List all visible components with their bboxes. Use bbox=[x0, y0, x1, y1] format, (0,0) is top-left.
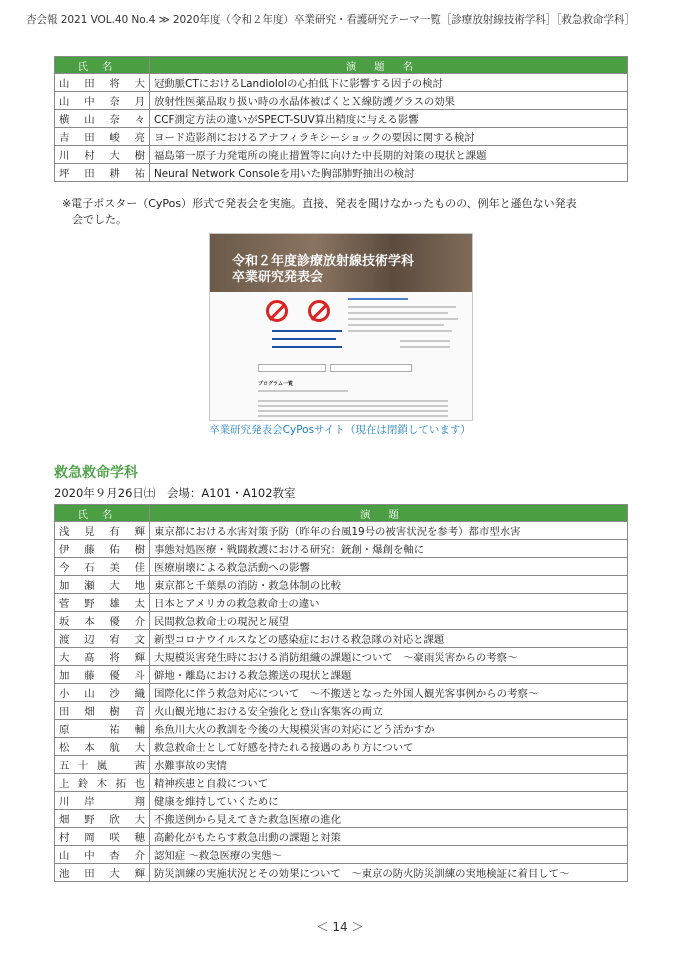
research-title: 医療崩壊による救急活動への影響 bbox=[150, 558, 628, 576]
research-title: 冠動脈CTにおけるLandiololの心拍低下に影響する因子の検討 bbox=[150, 74, 628, 92]
table-row bbox=[55, 702, 628, 720]
table-row bbox=[55, 666, 628, 684]
section-date-venue: 2020年９月26日㈯ 会場：A101・A102教室 bbox=[54, 486, 296, 500]
screenshot-list-line bbox=[258, 405, 448, 407]
screenshot-banner bbox=[210, 234, 472, 292]
student-name: 上鈴木拓也 bbox=[55, 774, 150, 792]
research-title: 防災訓練の実施状況とその効果について ～東京の防火防災訓練の実地検証に着目して～ bbox=[150, 864, 628, 882]
table-row bbox=[55, 774, 628, 792]
research-title: 糸魚川大火の教訓を今後の大規模災害の対応にどう活かすか bbox=[150, 720, 628, 738]
screenshot-text-line bbox=[258, 390, 348, 392]
table-row bbox=[55, 738, 628, 756]
screenshot-text-line bbox=[348, 330, 452, 332]
student-name: 川岸 翔 bbox=[55, 792, 150, 810]
table-row bbox=[55, 110, 628, 128]
screenshot-banner-subtitle: 卒業研究発表会 bbox=[232, 270, 324, 285]
student-name: 田畑樹音 bbox=[55, 702, 150, 720]
table-row bbox=[55, 720, 628, 738]
table-row bbox=[55, 74, 628, 92]
screenshot-text-line bbox=[348, 298, 408, 300]
table-row bbox=[55, 576, 628, 594]
screenshot-text-line bbox=[400, 346, 450, 348]
research-title: 日本とアメリカの救急救命士の違い bbox=[150, 594, 628, 612]
table-row bbox=[55, 756, 628, 774]
research-title: 火山観光地における安全強化と登山客集客の両立 bbox=[150, 702, 628, 720]
screenshot-text-line bbox=[348, 312, 448, 314]
screenshot-banner-title: 令和２年度診療放射線技術学科 bbox=[232, 254, 415, 269]
student-name: 加瀬大地 bbox=[55, 576, 150, 594]
no-camera-icon bbox=[266, 300, 288, 322]
research-title: 国際化に伴う救急対応について ～不搬送となった外国人観光客事例からの考察～ bbox=[150, 684, 628, 702]
table-row bbox=[55, 540, 628, 558]
student-name: 山中奈月 bbox=[55, 92, 150, 110]
table-row bbox=[55, 128, 628, 146]
research-title: 新型コロナウイルスなどの感染症における救急隊の対応と課題 bbox=[150, 630, 628, 648]
table-row bbox=[55, 630, 628, 648]
research-title: Neural Network Consoleを用いた胸部肺野抽出の検討 bbox=[150, 164, 628, 182]
student-name: 大髙将輝 bbox=[55, 648, 150, 666]
note-line-1: ※電子ポスター（CyPos）形式で発表会を実施。直接、発表を聞けなかったものの、例年と遜色ない発表 bbox=[62, 197, 577, 210]
table-row bbox=[55, 792, 628, 810]
table-row bbox=[55, 146, 628, 164]
research-title: 大規模災害発生時における消防組織の課題について ～豪雨災害からの考察～ bbox=[150, 648, 628, 666]
student-name: 吉田峻亮 bbox=[55, 128, 150, 146]
student-name: 浅見有輝 bbox=[55, 522, 150, 540]
student-name: 坂本優介 bbox=[55, 612, 150, 630]
screenshot-text-line bbox=[348, 306, 456, 308]
research-title: 東京都における水害対策予防（昨年の台風19号の被害状況を参考）都市型水害 bbox=[150, 522, 628, 540]
student-name: 畑野欣大 bbox=[55, 810, 150, 828]
research-title: 精神疾患と自殺について bbox=[150, 774, 628, 792]
research-title: 福島第一原子力発電所の廃止措置等に向けた中長期的対策の現状と課題 bbox=[150, 146, 628, 164]
student-name: 川村大樹 bbox=[55, 146, 150, 164]
student-name: 横山奈々 bbox=[55, 110, 150, 128]
radiology-research-table bbox=[54, 56, 628, 182]
research-title: 東京都と千葉県の消防・救急体制の比較 bbox=[150, 576, 628, 594]
table-row bbox=[55, 864, 628, 882]
column-header-title: 演題名 bbox=[150, 57, 628, 74]
screenshot-link-button bbox=[258, 364, 326, 372]
screenshot-text-line bbox=[400, 340, 450, 342]
research-title: ヨード造影剤におけるアナフィラキシーショックの要因に関する検討 bbox=[150, 128, 628, 146]
cypos-site-screenshot bbox=[209, 233, 473, 421]
research-title: 民間救急救命士の現況と展望 bbox=[150, 612, 628, 630]
research-title: 健康を維持していくために bbox=[150, 792, 628, 810]
student-name: 山中杏介 bbox=[55, 846, 150, 864]
table-row bbox=[55, 828, 628, 846]
table-row bbox=[55, 648, 628, 666]
screenshot-list-line bbox=[258, 400, 448, 402]
screenshot-text-line bbox=[348, 324, 444, 326]
column-header-name: 氏名 bbox=[55, 57, 150, 74]
table-row bbox=[55, 684, 628, 702]
research-title: 水難事故の実情 bbox=[150, 756, 628, 774]
poster-note bbox=[62, 196, 642, 228]
student-name: 山田将大 bbox=[55, 74, 150, 92]
page-number: ＜ 14 ＞ bbox=[316, 920, 364, 934]
screenshot-notice-line bbox=[272, 330, 342, 332]
table-row bbox=[55, 612, 628, 630]
research-title: 放射性医薬品取り扱い時の水晶体被ばくとＸ線防護グラスの効果 bbox=[150, 92, 628, 110]
student-name: 加藤優斗 bbox=[55, 666, 150, 684]
research-title: 不搬送例から見えてきた救急医療の進化 bbox=[150, 810, 628, 828]
research-title: 僻地・離島における救急搬送の現状と課題 bbox=[150, 666, 628, 684]
screenshot-notice-line bbox=[272, 346, 342, 348]
screenshot-body bbox=[210, 292, 472, 420]
student-name: 伊藤佑樹 bbox=[55, 540, 150, 558]
research-title: 認知症 ～救急医療の実態～ bbox=[150, 846, 628, 864]
table-row bbox=[55, 522, 628, 540]
student-name: 原 祐輔 bbox=[55, 720, 150, 738]
research-title: 高齢化がもたらす救急出動の課題と対策 bbox=[150, 828, 628, 846]
section-title: 救急救命学科 bbox=[54, 465, 138, 481]
table-row bbox=[55, 810, 628, 828]
student-name: 渡辺宥文 bbox=[55, 630, 150, 648]
table-row bbox=[55, 846, 628, 864]
table-row bbox=[55, 92, 628, 110]
no-laptop-icon bbox=[308, 300, 330, 322]
table-row bbox=[55, 558, 628, 576]
screenshot-text-line bbox=[348, 318, 458, 320]
screenshot-program-label: プログラム一覧 bbox=[258, 381, 293, 387]
student-name: 今石美佳 bbox=[55, 558, 150, 576]
screenshot-list-line bbox=[258, 410, 448, 412]
student-name: 菅野雄太 bbox=[55, 594, 150, 612]
student-name: 小山沙織 bbox=[55, 684, 150, 702]
research-title: CCF測定方法の違いがSPECT-SUV算出精度に与える影響 bbox=[150, 110, 628, 128]
screenshot-list-line bbox=[258, 415, 448, 417]
screenshot-notice-line bbox=[272, 338, 336, 340]
column-header-name: 氏名 bbox=[55, 505, 150, 522]
running-header: 杏会報 2021 VOL.40 No.4 ≫ 2020年度（令和２年度）卒業研究・看護研究テーマ一覧［診療放射線技術学科］［救急救命学科］ bbox=[26, 14, 635, 26]
student-name: 松本航大 bbox=[55, 738, 150, 756]
research-title: 救急救命士として好感を持たれる接遇のあり方について bbox=[150, 738, 628, 756]
screenshot-link-button bbox=[330, 364, 412, 372]
student-name: 池田大輝 bbox=[55, 864, 150, 882]
column-header-title: 演題 bbox=[150, 505, 628, 522]
note-line-2: 会でした。 bbox=[72, 213, 127, 226]
emt-research-table bbox=[54, 504, 628, 882]
table-row bbox=[55, 164, 628, 182]
student-name: 五十嵐 茜 bbox=[55, 756, 150, 774]
table-row bbox=[55, 594, 628, 612]
research-title: 事態対処医療・戦闘救護における研究：銃創・爆創を軸に bbox=[150, 540, 628, 558]
screenshot-caption: 卒業研究発表会CyPosサイト（現在は閉鎖しています） bbox=[209, 424, 471, 436]
student-name: 坪田耕祐 bbox=[55, 164, 150, 182]
student-name: 村岡咲穂 bbox=[55, 828, 150, 846]
